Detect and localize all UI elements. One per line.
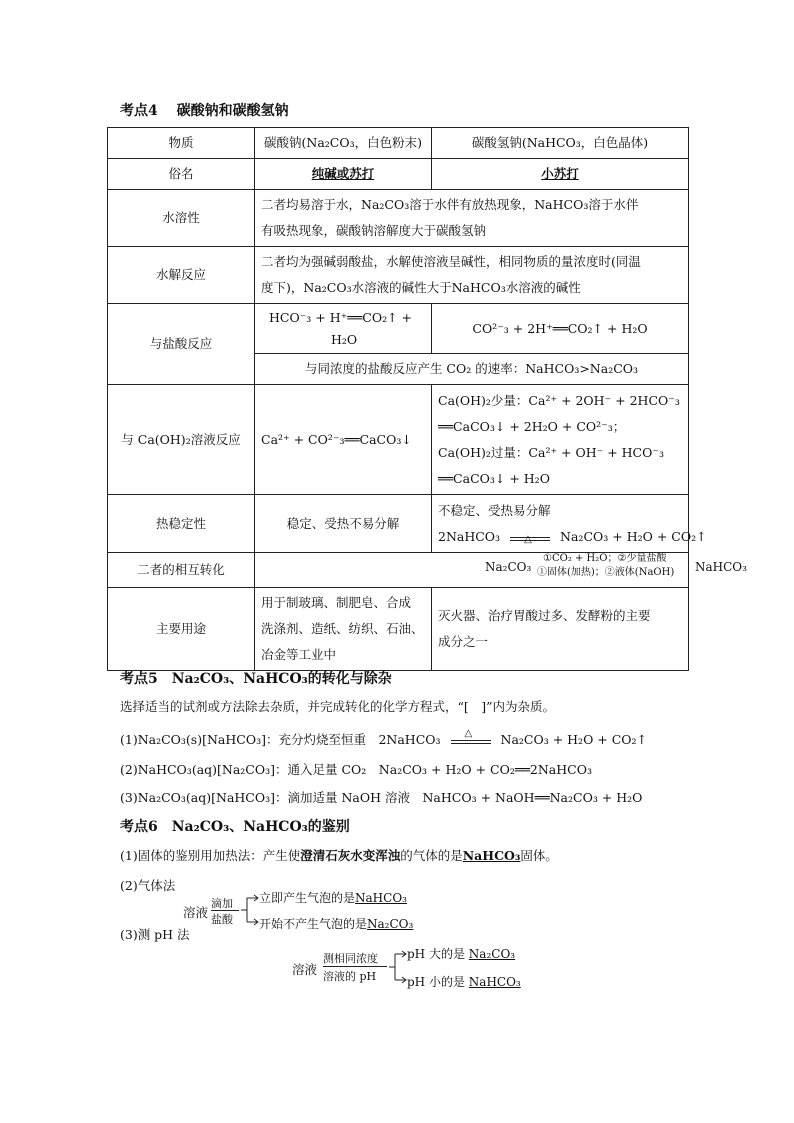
table-row bbox=[108, 304, 689, 354]
item1-bold: 澄清石灰水变浑浊 bbox=[300, 848, 401, 863]
cell-value: Ca²⁺ + CO²⁻₃══CaCO₃↓ bbox=[255, 385, 432, 495]
cell-line: 用于制玻璃、制肥皂、合成 bbox=[261, 595, 412, 610]
cell-value: 小苏打 bbox=[432, 159, 689, 190]
section6-title: 考点6 Na₂CO₃、NaHCO₃的鉴别 bbox=[120, 819, 350, 835]
section6-item2: (2)气体法 bbox=[120, 878, 176, 893]
cell-line: 成分之一 bbox=[438, 634, 489, 649]
cell-line: 冶金等工业中 bbox=[261, 647, 337, 662]
cell-value: CO²⁻₃ + 2H⁺══CO₂↑ + H₂O bbox=[432, 304, 689, 354]
item1-product: Na₂CO₃ + H₂O + CO₂↑ bbox=[500, 732, 648, 747]
cell-value bbox=[255, 588, 432, 671]
cell-value bbox=[432, 385, 689, 495]
cell-line: HCO⁻₃ + H⁺══CO₂↑ + bbox=[269, 309, 413, 325]
cell-line: 有吸热现象，碳酸钠溶解度大于碳酸氢钠 bbox=[261, 223, 487, 238]
cell-line: 二者均易溶于水，Na₂CO₃溶于水伴有放热现象，NaHCO₃溶于水伴 bbox=[261, 197, 639, 212]
cell-line: 灭火器、治疗胃酸过多、发酵粉的主要 bbox=[438, 608, 651, 623]
cell-line: H₂O bbox=[331, 331, 358, 347]
cell-value: 与同浓度的盐酸反应产生 CO₂ 的速率：NaHCO₃>Na₂CO₃ bbox=[255, 354, 689, 385]
row-label: 与 Ca(OH)₂溶液反应 bbox=[108, 385, 255, 495]
conversion-forward: ①CO₂ + H₂O；②少量盐酸 bbox=[543, 553, 667, 564]
branch-arrow-icon bbox=[239, 894, 259, 926]
table-row bbox=[108, 190, 689, 247]
row-label: 二者的相互转化 bbox=[108, 553, 255, 588]
equation-left: 2NaHCO₃ bbox=[438, 528, 501, 544]
table-row bbox=[108, 385, 689, 495]
conversion-backward: ①固体(加热)；②液体(NaOH) bbox=[537, 567, 675, 578]
row-label: 热稳定性 bbox=[108, 495, 255, 553]
item1-text2: 的气体的是 bbox=[400, 848, 463, 863]
ph-result-2: pH 小的是 NaHCO₃ bbox=[407, 975, 521, 989]
item1-text: (1)Na₂CO₃(s)[NaHCO₃]：充分灼烧至恒重 2NaHCO₃ bbox=[120, 732, 441, 747]
table-row bbox=[108, 247, 689, 304]
gas-result-2: 开始不产生气泡的是Na₂CO₃ bbox=[259, 917, 414, 931]
cell-value: 纯碱或苏打 bbox=[255, 159, 432, 190]
gas-reagent-bottom: 盐酸 bbox=[211, 913, 233, 926]
branch-arrow-icon bbox=[387, 950, 407, 984]
item1-text: (1)固体的鉴别用加热法：产生使 bbox=[120, 848, 301, 863]
equation-right: Na₂CO₃ + H₂O + CO₂↑ bbox=[560, 528, 707, 544]
gas-answer-2: Na₂CO₃ bbox=[367, 917, 414, 931]
heat-condition: △ bbox=[464, 728, 473, 739]
gas-solution: 溶液 bbox=[183, 905, 209, 920]
ph-result-1: pH 大的是 Na₂CO₃ bbox=[407, 947, 516, 961]
table-row bbox=[108, 159, 689, 190]
row-label: 主要用途 bbox=[108, 588, 255, 671]
cell-line: 洗涤剂、造纸、纺织、石油、 bbox=[261, 621, 424, 636]
section5-intro: 选择适当的试剂或方法除去杂质，并完成转化的化学方程式，“[ ]”内为杂质。 bbox=[120, 699, 556, 714]
section6-item1 bbox=[120, 846, 558, 864]
cell-line: Ca(OH)₂过量：Ca²⁺ + OH⁻ + HCO⁻₃ bbox=[438, 444, 664, 460]
ph-divider bbox=[323, 966, 387, 967]
section4-title: 考点4 碳酸钠和碳酸氢钠 bbox=[120, 103, 289, 119]
cell-value bbox=[432, 495, 707, 553]
heat-condition: △ bbox=[524, 533, 532, 545]
row-label: 水解反应 bbox=[108, 247, 255, 304]
cell-line: ══CaCO₃↓ + H₂O bbox=[438, 470, 550, 486]
row-label: 水溶性 bbox=[108, 190, 255, 247]
section6-item3: (3)测 pH 法 bbox=[120, 927, 190, 942]
table-row bbox=[108, 553, 689, 588]
cell-value bbox=[255, 247, 689, 304]
cell-value bbox=[255, 553, 747, 588]
header-cell: 碳酸钠(Na₂CO₃，白色粉末) bbox=[255, 128, 432, 159]
cell-line: 不稳定、受热易分解 bbox=[438, 502, 551, 518]
cell-line: 二者均为强碱弱酸盐，水解使溶液呈碱性，相同物质的量浓度时(同温 bbox=[261, 254, 641, 269]
cell-value bbox=[255, 304, 432, 354]
section5-item2: (2)NaHCO₃(aq)[Na₂CO₃]：通入足量 CO₂ Na₂CO₃ + H₂O + CO₂══2NaHCO₃ bbox=[120, 762, 592, 777]
conversion-left: Na₂CO₃ bbox=[485, 560, 532, 574]
cell-line: ══CaCO₃↓ + 2H₂O + CO²⁻₃； bbox=[438, 418, 626, 434]
ph-reagent-bottom: 溶液的 pH bbox=[323, 970, 377, 983]
gas-reagent-top: 滴加 bbox=[211, 897, 233, 910]
ph-answer-1: Na₂CO₃ bbox=[468, 947, 516, 961]
section5-item3: (3)Na₂CO₃(aq)[NaHCO₃]：滴加适量 NaOH 溶液 NaHCO₃ + NaOH══Na₂CO₃ + H₂O bbox=[120, 790, 643, 805]
item1-text3: 固体。 bbox=[520, 848, 558, 863]
header-cell: 物质 bbox=[108, 128, 255, 159]
table-row bbox=[108, 495, 689, 553]
ph-solution: 溶液 bbox=[292, 962, 318, 977]
conversion-right: NaHCO₃ bbox=[695, 560, 747, 574]
table-row bbox=[108, 588, 689, 671]
cell-value bbox=[432, 588, 689, 671]
ph-answer-2: NaHCO₃ bbox=[468, 975, 521, 989]
item1-answer: NaHCO₃ bbox=[462, 848, 521, 863]
row-label: 与盐酸反应 bbox=[108, 304, 255, 385]
ph-reagent-top: 测相同浓度 bbox=[323, 952, 378, 965]
cell-value bbox=[255, 190, 689, 247]
section5-title: 考点5 Na₂CO₃、NaHCO₃的转化与除杂 bbox=[120, 671, 392, 687]
cell-value: 稳定、受热不易分解 bbox=[255, 495, 432, 553]
gas-answer-1: NaHCO₃ bbox=[355, 891, 407, 905]
comparison-table bbox=[107, 127, 747, 671]
cell-line: Ca(OH)₂少量：Ca²⁺ + 2OH⁻ + 2HCO⁻₃ bbox=[438, 392, 680, 408]
gas-result-1: 立即产生气泡的是NaHCO₃ bbox=[259, 891, 407, 905]
row-label: 俗名 bbox=[108, 159, 255, 190]
table-header-row bbox=[108, 128, 689, 159]
header-cell: 碳酸氢钠(NaHCO₃，白色晶体) bbox=[432, 128, 689, 159]
section5-item1 bbox=[120, 730, 647, 748]
cell-line: 度下)，Na₂CO₃水溶液的碱性大于NaHCO₃水溶液的碱性 bbox=[261, 280, 581, 295]
